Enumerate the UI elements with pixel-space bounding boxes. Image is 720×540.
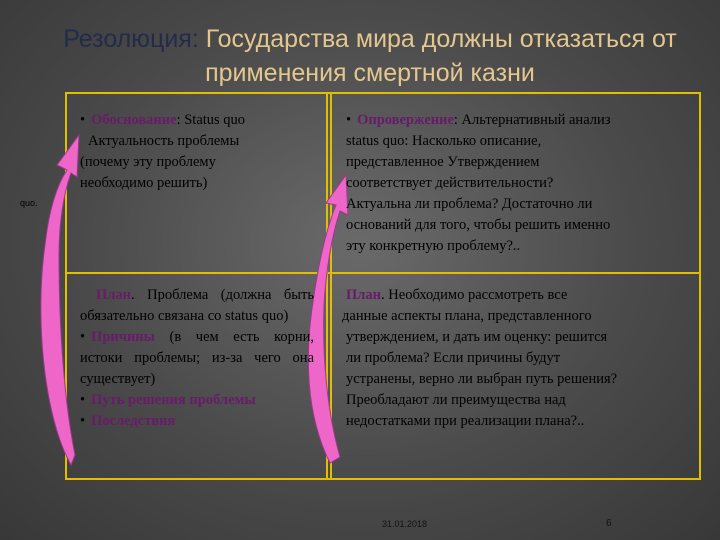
plan-item-solution: Путь решения проблемы xyxy=(91,392,256,408)
title-lead: Резолюция: xyxy=(63,25,199,53)
table-divider-horizontal xyxy=(67,272,699,274)
justification-heading: Обоснование xyxy=(91,112,177,128)
plan-heading: План xyxy=(96,287,132,303)
cell-justification xyxy=(80,110,320,194)
cell-plan-refutation xyxy=(342,285,696,432)
plan-refutation-heading: План xyxy=(346,287,382,303)
refutation-line: status quo: Насколько описание, xyxy=(346,133,542,149)
bullet-icon: • xyxy=(80,413,86,429)
justification-line: Актуальность проблемы xyxy=(88,133,240,149)
plan-refutation-line: Преобладают ли преимущества над xyxy=(346,392,566,408)
slide-title xyxy=(40,22,700,90)
plan-text: . Проблема (должна быть обязательно связана со status quo) xyxy=(80,287,314,324)
cell-refutation xyxy=(346,110,696,257)
justification-line: (почему эту проблему xyxy=(80,154,216,170)
title-rest: Государства мира должны отказаться от применения смертной казни xyxy=(198,25,677,87)
refutation-line: представленное Утверждением xyxy=(346,154,540,170)
refutation-heading-rest: : Альтернативный анализ xyxy=(453,112,611,128)
refutation-heading: Опровержение xyxy=(357,112,454,128)
refutation-line: соответствует действительности? xyxy=(346,175,554,191)
cell-plan xyxy=(80,285,314,432)
refutation-line: Актуальна ли проблема? Достаточно ли xyxy=(346,196,593,212)
plan-item-causes-text: (в чем есть корни, истоки проблемы; из-за чего она существует) xyxy=(80,329,314,387)
plan-refutation-line: устранены, верно ли выбран путь решения? xyxy=(346,371,618,387)
footer-date: 31.01.2018 xyxy=(382,519,428,529)
justification-heading-rest: : Status quo xyxy=(176,112,246,128)
plan-refutation-line: недостатками при реализации плана?.. xyxy=(346,413,585,429)
bullet-icon: • xyxy=(80,112,86,128)
bullet-icon: • xyxy=(80,392,86,408)
slide-number: 6 xyxy=(606,518,612,529)
plan-refutation-line: ли проблема? Если причины будут xyxy=(346,350,561,366)
plan-refutation-line: утверждением, и дать им оценку: решится xyxy=(346,329,608,345)
bullet-icon: • xyxy=(346,112,352,128)
plan-item-consequences: Последствия xyxy=(91,413,176,429)
plan-refutation-heading-rest: . Необходимо рассмотреть все xyxy=(381,287,568,303)
refutation-line: эту конкретную проблему?.. xyxy=(346,238,521,254)
side-label: quo. xyxy=(20,198,38,208)
plan-refutation-line: данные аспекты плана, представленного xyxy=(342,308,592,324)
bullet-icon: • xyxy=(80,329,86,345)
justification-line: необходимо решить) xyxy=(80,175,208,191)
refutation-line: оснований для того, чтобы решить именно xyxy=(346,217,611,233)
left-curved-arrow-icon xyxy=(35,115,80,475)
plan-item-causes: Причины xyxy=(91,329,155,345)
